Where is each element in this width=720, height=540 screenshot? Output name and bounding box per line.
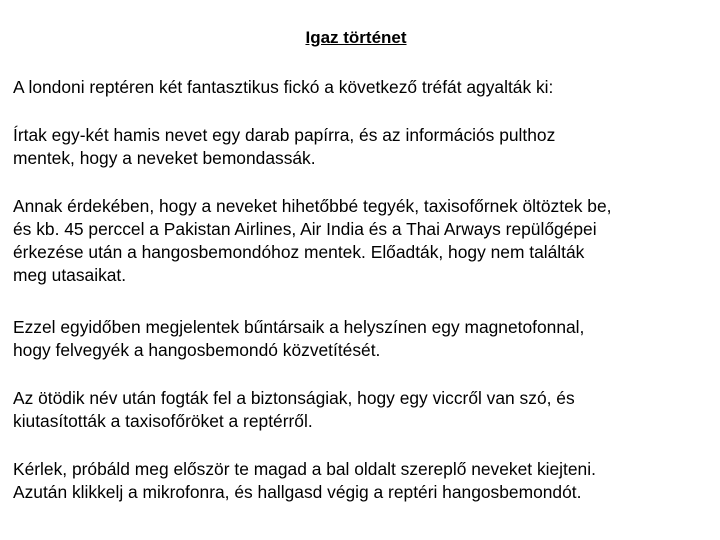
paragraph-line: hogy felvegyék a hangosbemondó közvetítését.	[13, 340, 381, 360]
paragraph-accomplices	[13, 316, 713, 362]
paragraph-line: érkezése után a hangosbemondóhoz mentek. Előadták, hogy nem találták	[13, 242, 585, 262]
paragraph-line: Annak érdekében, hogy a neveket hihetőbbé tegyék, taxisofőrnek öltöztek be,	[13, 196, 612, 216]
paragraph-fake-names	[13, 124, 713, 170]
paragraph-line: Ezzel egyidőben megjelentek bűntársaik a helyszínen egy magnetofonnal,	[13, 317, 585, 337]
paragraph-security	[13, 387, 713, 433]
paragraph-line: meg utasaikat.	[13, 265, 127, 285]
paragraph-taxi-drivers	[13, 195, 713, 287]
paragraph-line: mentek, hogy a neveket bemondassák.	[13, 148, 316, 168]
paragraph-line: kiutasították a taxisofőröket a reptérről.	[13, 411, 313, 431]
paragraph-intro	[13, 76, 713, 99]
page-title: Igaz történet	[305, 28, 407, 47]
paragraph-line: Az ötödik név után fogták fel a biztonságiak, hogy egy viccről van szó, és	[13, 388, 575, 408]
paragraph-line: és kb. 45 perccel a Pakistan Airlines, Air India és a Thai Arways repülőgépei	[13, 219, 597, 239]
paragraph-line: Azután klikkelj a mikrofonra, és hallgasd végig a reptéri hangosbemondót.	[13, 482, 582, 502]
paragraph-line: Kérlek, próbáld meg először te magad a bal oldalt szereplő neveket kiejteni.	[13, 459, 596, 479]
paragraph-line: A londoni reptéren két fantasztikus fickó a következő tréfát agyalták ki:	[13, 77, 554, 97]
paragraph-instructions	[13, 458, 713, 504]
paragraph-line: Írtak egy-két hamis nevet egy darab papírra, és az információs pulthoz	[13, 125, 556, 145]
